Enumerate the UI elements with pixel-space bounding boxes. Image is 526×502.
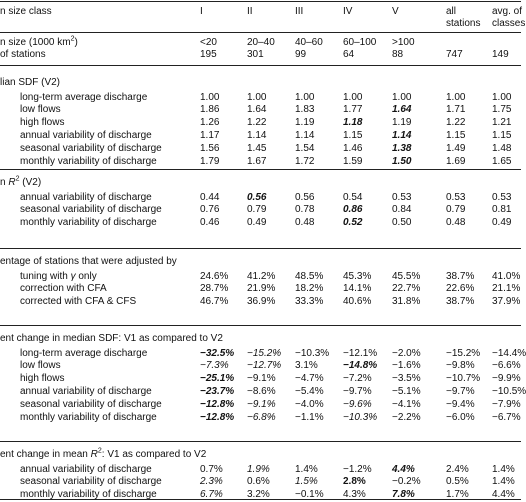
section-title — [0, 448, 206, 461]
row-label: seasonal variability of discharge — [20, 476, 162, 488]
table-cell: 1.50 — [392, 156, 412, 167]
table-cell: 1.4% — [492, 476, 515, 488]
nstations-value: 149 — [492, 49, 509, 60]
table-row — [0, 91, 521, 104]
table-cell: −4.1% — [392, 399, 421, 411]
table-cell: 1.00 — [392, 91, 412, 103]
class-i: I — [200, 6, 203, 17]
table-cell: 0.44 — [200, 191, 220, 203]
table-cell: −12.8% — [200, 412, 235, 423]
table-cell: 37.9% — [492, 296, 521, 308]
row-label: monthly variability of discharge — [20, 156, 157, 167]
table-cell: 3.2% — [247, 489, 270, 501]
table-cell: 0.76 — [200, 204, 220, 216]
table-cell: 0.7% — [200, 463, 223, 475]
table-cell: −12.1% — [343, 347, 378, 359]
table-cell: 1.83 — [295, 104, 315, 116]
table-cell: −6.8% — [247, 412, 276, 423]
table-cell: −6.7% — [492, 412, 521, 423]
table-cell: 1.19 — [392, 117, 412, 129]
size-label: n size (1000 $km^2$) — [0, 35, 78, 48]
row-label-text: tuning with — [20, 270, 71, 282]
table-cell: 40.6% — [343, 296, 372, 308]
all-stations-line1: all — [446, 6, 457, 17]
table-row — [0, 359, 521, 372]
class-iii: III — [295, 6, 304, 17]
table-cell: 1.64 — [392, 104, 412, 116]
table-cell: 1.79 — [200, 156, 220, 167]
table-row — [0, 372, 521, 385]
table-cell: 1.18 — [343, 117, 363, 129]
table-cell: −12.7% — [247, 360, 282, 372]
section-rule — [0, 325, 521, 326]
table-cell: 0.5% — [446, 476, 469, 488]
table-cell: −9.1% — [247, 399, 276, 411]
table-cell: 38.7% — [446, 296, 475, 308]
nstations-label: of stations — [0, 49, 46, 60]
table-cell: 0.79 — [247, 204, 267, 216]
table-cell: 33.3% — [295, 296, 324, 308]
table-cell: 48.5% — [295, 270, 324, 282]
table-cell: 1.21 — [492, 117, 512, 129]
section-title-superscript: 2 — [15, 175, 20, 183]
section-rule — [0, 248, 521, 249]
section-title-superscript: 2 — [97, 447, 102, 455]
table-cell: 1.17 — [200, 130, 220, 142]
table-cell: 1.15 — [446, 130, 466, 142]
table-cell: 1.72 — [295, 156, 315, 167]
table-row — [0, 463, 521, 476]
table-row — [0, 103, 521, 116]
header-bottom-rule — [0, 65, 521, 66]
table-cell: 1.00 — [295, 91, 315, 103]
table-cell: 2.3% — [200, 476, 223, 488]
table-row — [0, 411, 521, 424]
nstations-value: 747 — [446, 49, 463, 60]
table-cell: −5.1% — [392, 386, 421, 398]
table-cell: 1.54 — [295, 143, 315, 155]
table-cell: 0.56 — [295, 191, 315, 203]
section-title-text: n — [0, 177, 9, 188]
table-cell: 22.6% — [446, 283, 475, 295]
table-row — [0, 191, 521, 204]
row-label: seasonal variability of discharge — [20, 204, 162, 216]
section-rule — [0, 441, 521, 442]
table-cell: 0.52 — [343, 217, 363, 229]
table-cell: 1.59 — [343, 156, 363, 167]
table-cell: 0.49 — [492, 217, 512, 229]
row-label: corrected with CFA & CFS — [20, 296, 137, 308]
row-label: annual variability of discharge — [20, 463, 152, 475]
table-cell: −8.6% — [247, 386, 276, 398]
avg-classes-line1: avg. of — [492, 6, 523, 17]
header-class-row-2 — [0, 17, 526, 30]
table-cell: 1.15 — [343, 130, 363, 142]
table-cell: −6.6% — [492, 360, 521, 372]
section-title-text: (V2) — [19, 177, 42, 188]
table-cell: −7.9% — [492, 399, 521, 411]
table-cell: 1.46 — [343, 143, 363, 155]
row-label: high flows — [20, 373, 65, 385]
table-cell: 0.48 — [446, 217, 466, 229]
table-cell: 0.56 — [247, 191, 267, 203]
section-title: entage of stations that were adjusted by — [0, 256, 177, 267]
table-cell: 0.84 — [392, 204, 412, 216]
table-cell: 0.86 — [343, 204, 363, 216]
section-title-symbol: R — [8, 177, 16, 188]
section-title-text: : V1 as compared to V2 — [101, 449, 207, 460]
class-ii: II — [247, 6, 253, 17]
table-cell: 36.9% — [247, 296, 276, 308]
table-cell: 1.19 — [295, 117, 315, 129]
table-cell: −2.0% — [392, 347, 421, 359]
table-cell: 1.75 — [492, 104, 512, 116]
table-cell: 1.14 — [247, 130, 267, 142]
table-cell: 1.00 — [247, 91, 267, 103]
header-rule — [0, 32, 521, 33]
nstations-value: 99 — [295, 49, 307, 60]
table-cell: 1.4% — [295, 463, 318, 475]
size-value: >100 — [392, 37, 415, 48]
table-cell: 14.1% — [343, 283, 372, 295]
table-cell: 46.7% — [200, 296, 229, 308]
size-value: 40–60 — [295, 37, 323, 48]
nstations-value: 88 — [392, 49, 404, 60]
table-row — [0, 203, 521, 216]
table-cell: −4.0% — [295, 399, 324, 411]
table-row — [0, 216, 521, 229]
table-cell: −9.6% — [343, 399, 372, 411]
table-cell: −10.7% — [446, 373, 481, 385]
table-cell: 1.7% — [446, 489, 469, 501]
nstations-value: 301 — [247, 49, 264, 60]
table-cell: −9.7% — [446, 386, 475, 398]
table-cell: 0.78 — [295, 204, 315, 216]
table-cell: 1.69 — [446, 156, 466, 167]
table-cell: 31.8% — [392, 296, 421, 308]
row-label: annual variability of discharge — [20, 130, 152, 142]
table-cell: −1.1% — [295, 412, 324, 423]
row-label: high flows — [20, 117, 65, 129]
table-cell: 4.4% — [392, 463, 415, 475]
table-cell: 21.9% — [247, 283, 276, 295]
table-cell: 0.53 — [446, 191, 466, 203]
table-cell: 4.3% — [343, 489, 366, 501]
table-row — [0, 475, 521, 488]
table-cell: −12.8% — [200, 399, 235, 411]
table-cell: 1.00 — [446, 91, 466, 103]
table-cell: 1.38 — [392, 143, 412, 155]
row-label — [20, 270, 97, 283]
size-value: 60–100 — [343, 37, 377, 48]
table-cell: −32.5% — [200, 347, 235, 359]
table-cell: 1.86 — [200, 104, 220, 116]
table-cell: 0.79 — [446, 204, 466, 216]
table-row — [0, 270, 521, 283]
table-cell: −4.7% — [295, 373, 324, 385]
table-cell: −1.2% — [343, 463, 372, 475]
table-cell: 1.15 — [492, 130, 512, 142]
section-title-text: ent change in mean — [0, 449, 91, 460]
table-cell: 45.3% — [343, 270, 372, 282]
table-cell: 0.54 — [343, 191, 363, 203]
size-value: <20 — [200, 37, 217, 48]
table-cell: −9.9% — [492, 373, 521, 385]
row-label: annual variability of discharge — [20, 386, 152, 398]
table-cell: 1.00 — [492, 91, 512, 103]
nstations-row — [0, 48, 521, 61]
section-title: ent change in median SDF: V1 as compared to V2 — [0, 333, 223, 344]
table-cell: 1.26 — [200, 117, 220, 129]
table-cell: −9.8% — [446, 360, 475, 372]
table-cell: −14.8% — [343, 360, 378, 372]
all-stations-line2: stations — [446, 18, 481, 29]
size-class-label: n size class — [0, 6, 52, 17]
nstations-value: 195 — [200, 49, 217, 60]
row-label: monthly variability of discharge — [20, 412, 157, 423]
top-rule — [0, 1, 521, 2]
table-cell: 0.48 — [295, 217, 315, 229]
table-cell: −1.6% — [392, 360, 421, 372]
table-cell: 0.53 — [392, 191, 412, 203]
table-cell: 45.5% — [392, 270, 421, 282]
table-cell: 41.2% — [247, 270, 276, 282]
row-label: seasonal variability of discharge — [20, 399, 162, 411]
table-cell: 2.8% — [343, 476, 366, 488]
table-cell: −23.7% — [200, 386, 235, 398]
table-row — [0, 282, 521, 295]
table-cell: 21.1% — [492, 283, 521, 295]
section-title-symbol: R — [90, 449, 98, 460]
table-cell: −7.3% — [200, 360, 229, 372]
table-cell: −7.2% — [343, 373, 372, 385]
section-title — [0, 176, 41, 189]
table-cell: −2.2% — [392, 412, 421, 423]
table-cell: −5.4% — [295, 386, 324, 398]
class-v: V — [392, 6, 399, 17]
table-cell: −9.4% — [446, 399, 475, 411]
table-cell: −25.1% — [200, 373, 235, 385]
table-cell: −9.1% — [247, 373, 276, 385]
row-label-symbol: γ — [70, 270, 76, 282]
row-label: monthly variability of discharge — [20, 217, 157, 229]
table-cell: 1.14 — [392, 130, 412, 142]
table-cell: 0.81 — [492, 204, 512, 216]
table-cell: −0.2% — [392, 476, 421, 488]
table-cell: 2.4% — [446, 463, 469, 475]
table-cell: 0.46 — [200, 217, 220, 229]
table-cell: 4.4% — [492, 489, 515, 501]
table-row — [0, 129, 521, 142]
table-row — [0, 155, 521, 168]
table-cell: 1.5% — [295, 476, 318, 488]
table-cell: 1.4% — [492, 463, 515, 475]
table-cell: 28.7% — [200, 283, 229, 295]
nstations-value: 64 — [343, 49, 355, 60]
table-cell: 1.22 — [446, 117, 466, 129]
row-label: seasonal variability of discharge — [20, 143, 162, 155]
table-row — [0, 398, 521, 411]
table-cell: 1.49 — [446, 143, 466, 155]
table-cell: 0.53 — [492, 191, 512, 203]
table-row — [0, 347, 526, 360]
table-cell: 1.45 — [247, 143, 267, 155]
size-value: 20–40 — [247, 37, 275, 48]
table-cell: −6.0% — [446, 412, 475, 423]
table-cell: 38.7% — [446, 270, 475, 282]
table-cell: 1.71 — [446, 104, 466, 116]
table-cell: −3.5% — [392, 373, 421, 385]
table-row — [0, 295, 521, 308]
table-row — [0, 385, 526, 398]
table-cell: 3.1% — [295, 360, 318, 372]
table-cell: 1.65 — [492, 156, 512, 167]
row-label: annual variability of discharge — [20, 191, 152, 203]
table-cell: 1.48 — [492, 143, 512, 155]
table-cell: 41.0% — [492, 270, 521, 282]
row-label: low flows — [20, 360, 61, 372]
table-cell: 0.49 — [247, 217, 267, 229]
table-cell: 1.9% — [247, 463, 270, 475]
row-label-text: only — [75, 270, 97, 282]
section-title: lian SDF (V2) — [0, 77, 61, 88]
table-cell: 24.6% — [200, 270, 229, 282]
table-cell: −10.3% — [343, 412, 378, 423]
table-cell: 0.50 — [392, 217, 412, 229]
table-cell: 6.7% — [200, 489, 223, 501]
table-cell: −9.7% — [343, 386, 372, 398]
table-cell: −10.3% — [295, 347, 330, 359]
table-cell: −0.1% — [295, 489, 324, 501]
table-row — [0, 142, 521, 155]
table-row — [0, 116, 521, 129]
row-label: long-term average discharge — [20, 91, 148, 103]
table-cell: 1.56 — [200, 143, 220, 155]
section-rule — [0, 169, 521, 170]
table-cell: 1.00 — [343, 91, 363, 103]
bottom-rule — [0, 499, 521, 500]
table-cell: −15.2% — [247, 347, 282, 359]
table-cell: −10.5% — [492, 386, 526, 398]
table-cell: −15.2% — [446, 347, 481, 359]
table-cell: 7.8% — [392, 489, 415, 501]
class-iv: IV — [343, 6, 353, 17]
table-cell: −14.4% — [492, 347, 526, 359]
row-label: low flows — [20, 104, 61, 116]
table-cell: 1.14 — [295, 130, 315, 142]
table-cell: 18.2% — [295, 283, 324, 295]
row-label: monthly variability of discharge — [20, 489, 157, 501]
row-label: correction with CFA — [20, 283, 107, 295]
table-cell: 1.64 — [247, 104, 267, 116]
table-cell: 0.6% — [247, 476, 270, 488]
table-cell: 1.22 — [247, 117, 267, 129]
avg-classes-line2: classes — [492, 18, 526, 29]
table-cell: 1.67 — [247, 156, 267, 167]
table-cell: 1.77 — [343, 104, 363, 116]
row-label: long-term average discharge — [20, 347, 148, 359]
table-cell: 22.7% — [392, 283, 421, 295]
table-cell: 1.00 — [200, 91, 220, 103]
